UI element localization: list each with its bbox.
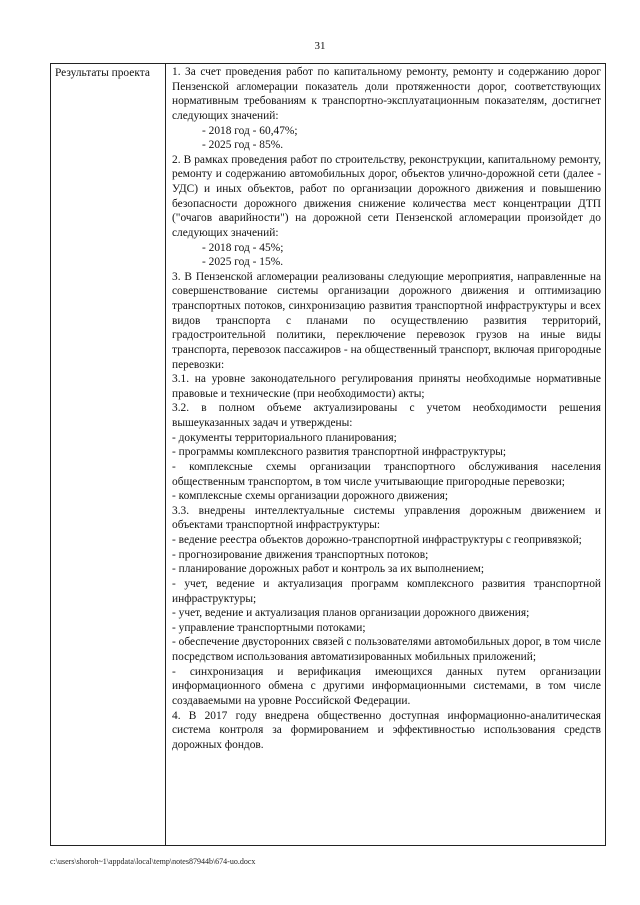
paragraph: - учет, ведение и актуализация планов организации дорожного движения; [172, 607, 530, 620]
paragraph: - синхронизация и верификация имеющихся данных путем организации информационного обмена с другими информационными системами, в том числе создаваемыми на уровне Российской Федерации. [172, 665, 601, 707]
paragraph: - обеспечение двусторонних связей с пользователями автомобильных дорог, в том числе посредством использования автоматизированных мобильных приложений; [172, 636, 601, 663]
paragraph: - 2025 год - 85%. [202, 139, 284, 152]
paragraph: - ведение реестра объектов дорожно-транспортной инфраструктуры с геопривязкой; [172, 534, 582, 546]
paragraph: - управление транспортными потоками; [172, 621, 366, 634]
paragraph: 2. В рамках проведения работ по строительству, реконструкции, капитальному ремонту, ремонту и содержанию автомобильных дорог, объектов улично-дорожной сети (далее - УДС) и иных объектов, работ по организации дорожного движения и повышению безопасности дорожного движения снижение количества мест концентрации ДТП ("очагов аварийности") на дорожной сети Пензенской агломерации произойдет до следующих значений: [172, 153, 601, 239]
results-content [166, 64, 605, 752]
paragraph: - документы территориального планирования; [172, 431, 397, 444]
paragraph: - программы комплексного развития транспортной инфраструктуры; [172, 446, 507, 459]
paragraph: 3.1. на уровне законодательного регулирования приняты необходимые нормативные правовые и технические (при необходимости) акты; [172, 373, 601, 400]
paragraph: 3. В Пензенской агломерации реализованы следующие мероприятия, направленные на совершенствование системы организации дорожного движения и оптимизацию транспортных потоков, синхронизацию развития транспортной инфраструктуры и всех видов транспорта с планами по осуществлению развития территорий, градостроительной политики, переключение перевозок грузов на иные виды транспорта, перевозок пассажиров - на общественный транспорт, включая пригородные перевозки: [172, 270, 601, 371]
file-path-footer: c:\users\shoroh~1\appdata\local\temp\notes87944b\674-uo.docx [50, 857, 256, 866]
paragraph: - планирование дорожных работ и контроль за их выполнением; [172, 563, 485, 576]
page-number: 31 [314, 40, 326, 52]
label-cell [51, 64, 166, 846]
paragraph: 4. В 2017 году внедрена общественно доступная информационно-аналитическая система контроля за формированием и эффективностью использования средств дорожных фондов. [172, 709, 601, 751]
paragraph: - учет, ведение и актуализация программ комплексного развития транспортной инфраструктуры; [172, 577, 601, 605]
results-table [50, 63, 606, 846]
paragraph: 1. За счет проведения работ по капитальному ремонту, ремонту и содержанию дорог Пензенской агломерации показатель доли протяженности дорог, соответствующих нормативным требованиям к транспортно-эксплуатационным показателям, достигнет следующих значений: [172, 66, 601, 122]
paragraph: - комплексные схемы организации дорожного движения; [172, 490, 448, 503]
paragraph: 3.3. внедрены интеллектуальные системы управления дорожным движением и объектами транспортной инфраструктуры: [172, 504, 601, 532]
paragraph: - 2025 год - 15%. [202, 256, 284, 269]
paragraph: 3.2. в полном объеме актуализированы с учетом необходимости решения вышеуказанных задач и утверждены: [172, 402, 601, 429]
paragraph: - 2018 год - 45%; [202, 241, 284, 254]
paragraph: - 2018 год - 60,47%; [202, 124, 298, 137]
row-label: Результаты проекта [55, 67, 150, 79]
content-cell [166, 64, 606, 846]
table-row [51, 64, 606, 846]
paragraph: - прогнозирование движения транспортных потоков; [172, 548, 429, 561]
paragraph: - комплексные схемы организации транспортного обслуживания населения общественным транспортом, в том числе учитывающие пригородные перевозки; [172, 460, 601, 488]
